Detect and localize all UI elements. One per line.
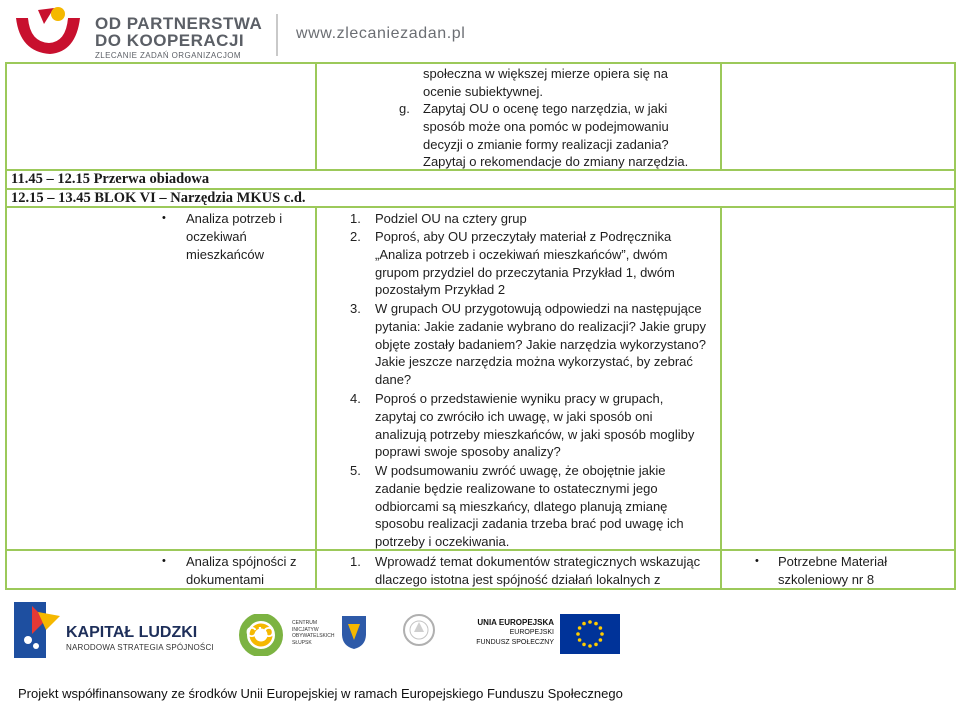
text-line: Analiza potrzeb i	[186, 211, 283, 226]
text-line: W podsumowaniu zwróć uwagę, że obojętnie jakie	[375, 463, 666, 478]
eu-line-1: UNIA EUROPEJSKA	[477, 618, 554, 627]
text-line: dokumentami	[186, 571, 265, 587]
logo-line-1: OD PARTNERSTWA	[95, 14, 263, 33]
eu-line-2: EUROPEJSKI	[509, 629, 554, 636]
cio-caption-line: OBYWATELSKICH	[292, 633, 335, 639]
materials-note	[778, 553, 887, 589]
bullet-icon: •	[162, 555, 166, 567]
eu-line-3: FUNDUSZ SPOŁECZNY	[476, 639, 554, 646]
footer-logos	[0, 596, 960, 666]
text-line: Zapytaj o rekomendacje do zmiany narzędzia.	[423, 154, 689, 170]
text-line: potrzeby i oczekiwania.	[375, 534, 510, 550]
text-line: Zapytaj OU o ocenę tego narzędzia, w jaki	[423, 101, 668, 116]
text-line: decyzji o zmianie formy realizacji zadania?	[423, 136, 669, 152]
cio-caption-line: INICJATYW	[292, 626, 319, 633]
cio-text: CIO	[246, 624, 276, 641]
list-item-g	[423, 100, 688, 171]
text-line: Podziel OU na cztery grup	[375, 211, 527, 226]
text-line: dane?	[375, 372, 412, 388]
text-line: Jakie jeszcze narzędzia można wykorzystać, by zebrać	[375, 354, 693, 370]
list-marker-g: g.	[399, 101, 410, 116]
text-line: odbiorcami są mieszkańcy, dlatego planują zmianę	[375, 498, 668, 514]
grid-line	[5, 62, 7, 590]
text-line: Wprowadź temat dokumentów strategicznych wskazując	[375, 554, 701, 569]
step-number: 3.	[350, 301, 361, 316]
partnership-logo-icon	[14, 4, 84, 58]
text-line: ocenie subiektywnej.	[423, 83, 543, 99]
text-line: społeczna w większej mierze opiera się na	[423, 66, 668, 81]
step-1	[375, 210, 527, 228]
kapital-ludzki-subtitle: NARODOWA STRATEGIA SPÓJNOŚCI	[66, 643, 214, 652]
step-4	[375, 390, 694, 461]
cofinancing-disclaimer: Projekt współfinansowany ze środków Unii Europejskiej w ramach Europejskiego Funduszu Społecznego	[18, 686, 623, 701]
step-1-documents	[375, 553, 700, 589]
step-number: 1.	[350, 211, 361, 226]
text-line: Poproś o przedstawienie wyniku pracy w grupach,	[375, 391, 664, 406]
text-line: W grupach OU przygotowują odpowiedzi na następujące	[375, 301, 702, 316]
text-line: zadanie będzie realizowane to ostatecznymi jego	[375, 480, 658, 496]
topic-analiza-spojnosci	[186, 553, 297, 589]
logo-line-2: DO KOOPERACJI	[95, 31, 245, 50]
text-line: pozostałym Przykład 2	[375, 282, 506, 298]
text-line: sposób może ona pomóc w podejmowaniu	[423, 118, 669, 134]
block-row: 12.15 – 13.45 BLOK VI – Narzędzia MKUS c.d.	[11, 190, 306, 206]
eu-text	[472, 618, 554, 648]
kapital-ludzki-title: KAPITAŁ LUDZKI	[66, 624, 198, 641]
header-divider	[276, 14, 278, 56]
eu-flag-icon	[560, 614, 620, 654]
step-5	[375, 462, 684, 551]
text-line: Analiza spójności z	[186, 554, 297, 569]
cio-caption-line: CENTRUM	[292, 620, 317, 626]
text-line: pytania: Jakie zadanie wybrano do realizacji? Jakie grupy	[375, 318, 706, 334]
step-number: 2.	[350, 229, 361, 244]
cio-caption-line: SŁUPSK	[292, 639, 312, 646]
grid-line	[720, 62, 722, 170]
grid-line	[954, 62, 956, 590]
step-2	[375, 228, 675, 299]
university-seal-icon	[402, 610, 436, 650]
step-number: 4.	[350, 391, 361, 406]
grid-line	[720, 206, 722, 590]
coat-of-arms-icon	[340, 614, 368, 650]
bullet-icon: •	[755, 555, 759, 567]
grid-line	[315, 62, 317, 170]
bullet-icon: •	[162, 212, 166, 224]
grid-line	[315, 206, 317, 590]
text-line: Potrzebne Materiał	[778, 554, 888, 569]
text-line: objęte zostały badaniem? Jakie narzędzia wykorzystano?	[375, 336, 706, 352]
logo-line-3: ZLECANIE ZADAŃ ORGANIZACJOM	[95, 51, 241, 60]
text-line: sposobu realizacji zadania trzeba brać pod uwagę ich	[375, 516, 684, 532]
break-row: 11.45 – 12.15 Przerwa obiadowa	[11, 171, 210, 187]
step-number: 5.	[350, 463, 361, 478]
text-line: dlaczego istotna jest spójność działań lokalnych z	[375, 571, 661, 587]
cio-caption	[292, 620, 335, 646]
text-line: zapytaj co zwróciło ich uwagę, w jaki sposób oni	[375, 408, 653, 424]
step-3	[375, 300, 706, 389]
grid-line	[5, 62, 956, 64]
schedule-table	[5, 62, 956, 590]
topic-analiza-potrzeb	[186, 210, 282, 263]
kapital-ludzki-logo-icon	[12, 600, 62, 662]
logo-wordmark	[95, 15, 262, 62]
page-header	[0, 0, 960, 62]
website-url[interactable]: www.zlecaniezadan.pl	[296, 25, 466, 42]
continued-text	[423, 65, 668, 101]
text-line: analizują potrzeby mieszkańców, w jaki sposób mogliby	[375, 426, 695, 442]
text-line: mieszkańców	[186, 246, 265, 262]
text-line: „Analiza potrzeb i oczekiwań mieszkańców”, dwóm	[375, 246, 668, 262]
text-line: grupom przydziel do przeczytania Przykład 1, dwóm	[375, 264, 675, 280]
step-number: 1.	[350, 554, 361, 569]
text-line: oczekiwań	[186, 228, 247, 244]
text-line: poprawi swoje sposoby analizy?	[375, 444, 561, 460]
text-line: Poproś, aby OU przeczytały materiał z Podręcznika	[375, 229, 672, 244]
text-line: szkoleniowy nr 8	[778, 571, 875, 587]
